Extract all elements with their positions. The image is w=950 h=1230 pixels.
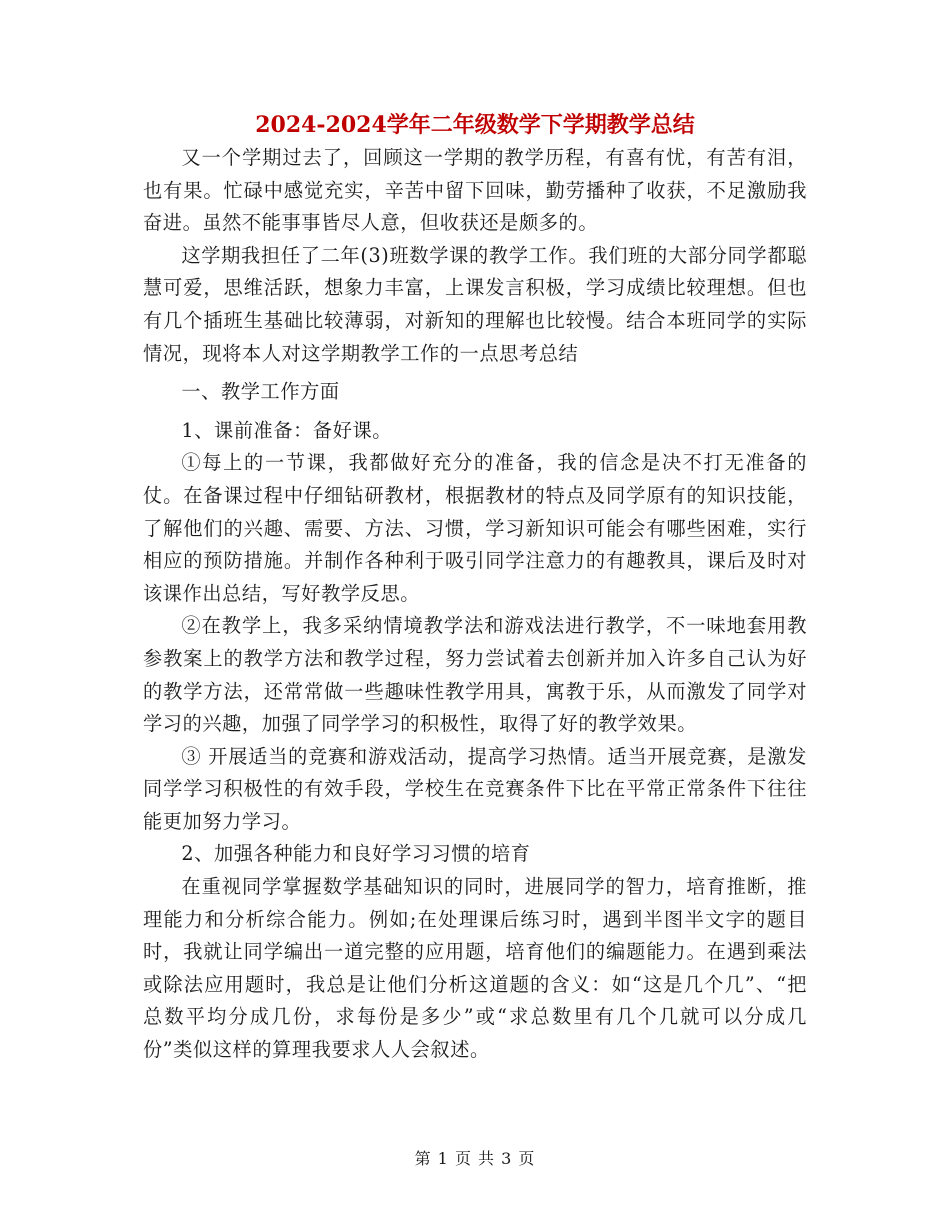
paragraph-item-2: ②在教学上，我多采纳情境教学法和游戏法进行教学，不一味地套用教参教案上的教学方法和教学过程，努力尝试着去创新并加入许多自己认为好的教学方法，还常常做一些趣味性教学用具，寓教于乐，从而激发了同学对学习的兴趣，加强了同学学习的积极性，取得了好的教学效果。 <box>143 614 807 736</box>
paragraph-abilities: 在重视同学掌握数学基础知识的同时，进展同学的智力，培育推断，推理能力和分析综合能力。例如;在处理课后练习时，遇到半图半文字的题目时，我就让同学编出一道完整的应用题，培育他们的编题能力。在遇到乘法或除法应用题时，我总是让他们分析这道题的含义：如“这是几个几”、“把总数平均分成几份，求每份是多少”或“求总数里有几个几就可以分成几份”类似这样的算理我要求人人会叙述。 <box>143 875 807 1062</box>
subheading-lesson-prep: 1、课前准备：备好课。 <box>181 418 393 442</box>
document-title: 2024-2024学年二年级数学下学期教学总结 <box>255 112 695 138</box>
subheading-abilities-habits: 2、加强各种能力和良好学习习惯的培育 <box>181 842 531 866</box>
paragraph-class-overview: 这学期我担任了二年(3)班数学课的教学工作。我们班的大部分同学都聪慧可爱，思维活跃，想象力丰富，上课发言积极，学习成绩比较理想。但也有几个插班生基础比较薄弱，对新知的理解也比较慢。结合本班同学的实际情况，现将本人对这学期教学工作的一点思考总结 <box>143 243 807 365</box>
section-heading-teaching-work: 一、教学工作方面 <box>181 380 340 404</box>
paragraph-intro: 又一个学期过去了，回顾这一学期的教学历程，有喜有忧，有苦有泪，也有果。忙碌中感觉充实，辛苦中留下回味，勤劳播种了收获，不足激励我奋进。虽然不能事事皆尽人意，但收获还是颇多的。 <box>143 146 807 235</box>
paragraph-item-3: ③ 开展适当的竞赛和游戏活动，提高学习热情。适当开展竞赛，是激发同学学习积极性的有效手段，学校生在竞赛条件下比在平常正常条件下往往能更加努力学习。 <box>143 744 807 833</box>
page-footer: 第 1 页 共 3 页 <box>414 1149 536 1168</box>
paragraph-item-1: ①每上的一节课，我都做好充分的准备，我的信念是决不打无准备的仗。在备课过程中仔细钻研教材，根据教材的特点及同学原有的知识技能，了解他们的兴趣、需要、方法、习惯，学习新知识可能会有哪些困难，实行相应的预防措施。并制作各种利于吸引同学注意力的有趣教具，课后及时对该课作出总结，写好教学反思。 <box>143 451 807 605</box>
document-page <box>143 108 807 1067</box>
